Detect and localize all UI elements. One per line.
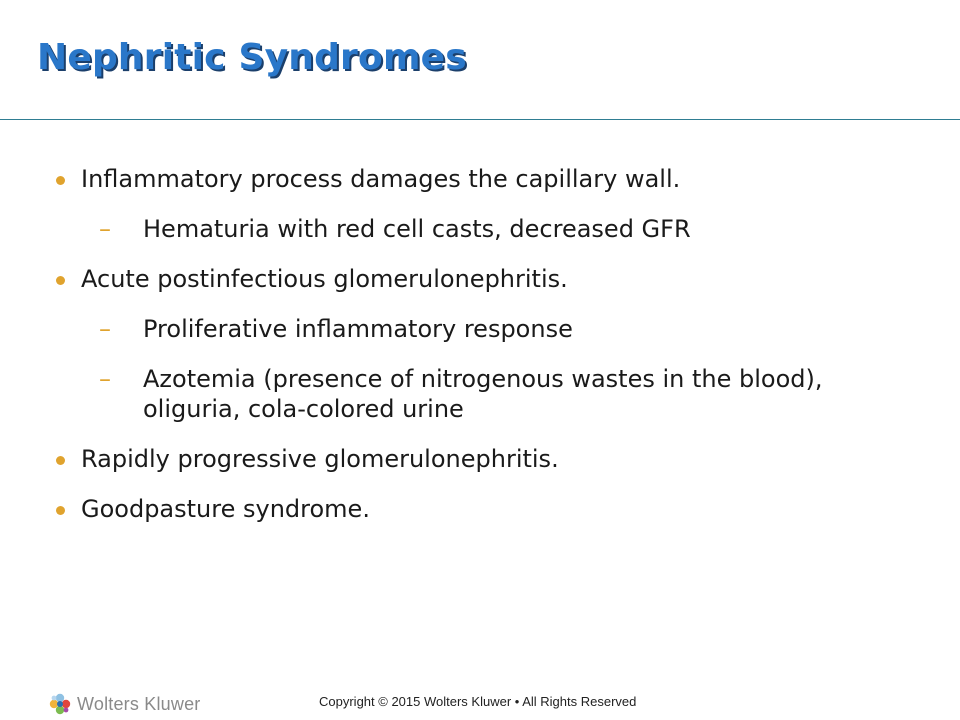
sub-bullet-item [56, 214, 893, 244]
brand-name: Wolters Kluwer [77, 693, 201, 714]
dash-marker: – [99, 215, 111, 243]
bullet-dot-icon [56, 176, 65, 185]
bullet-item [56, 444, 936, 474]
bullet-item [56, 164, 936, 194]
sub-bullet-text: Azotemia (presence of nitrogenous wastes in the blood), oliguria, cola-colored urine [143, 365, 823, 423]
bullet-item [56, 494, 936, 524]
copyright-notice: Copyright © 2015 Wolters Kluwer • All Rights Reserved [319, 694, 637, 709]
wolters-kluwer-logo-icon [47, 691, 73, 717]
bullet-dot-icon [56, 456, 65, 465]
bullet-text: Inflammatory process damages the capillary wall. [81, 165, 681, 193]
bullet-item [56, 264, 936, 294]
sub-bullet-item [56, 364, 893, 424]
slide-title: Nephritic Syndromes [37, 37, 467, 78]
brand-logo [47, 690, 201, 718]
bullet-text: Goodpasture syndrome. [81, 495, 370, 523]
bullet-text: Rapidly progressive glomerulonephritis. [81, 445, 559, 473]
dash-marker: – [99, 315, 111, 343]
sub-bullet-text: Hematuria with red cell casts, decreased GFR [143, 215, 691, 243]
bullet-text: Acute postinfectious glomerulonephritis. [81, 265, 568, 293]
bullet-dot-icon [56, 506, 65, 515]
dash-marker: – [99, 365, 111, 393]
sub-bullet-item [56, 314, 893, 344]
bullet-dot-icon [56, 276, 65, 285]
bullet-list [56, 164, 936, 544]
sub-bullet-text: Proliferative inflammatory response [143, 315, 573, 343]
title-divider [0, 119, 960, 120]
